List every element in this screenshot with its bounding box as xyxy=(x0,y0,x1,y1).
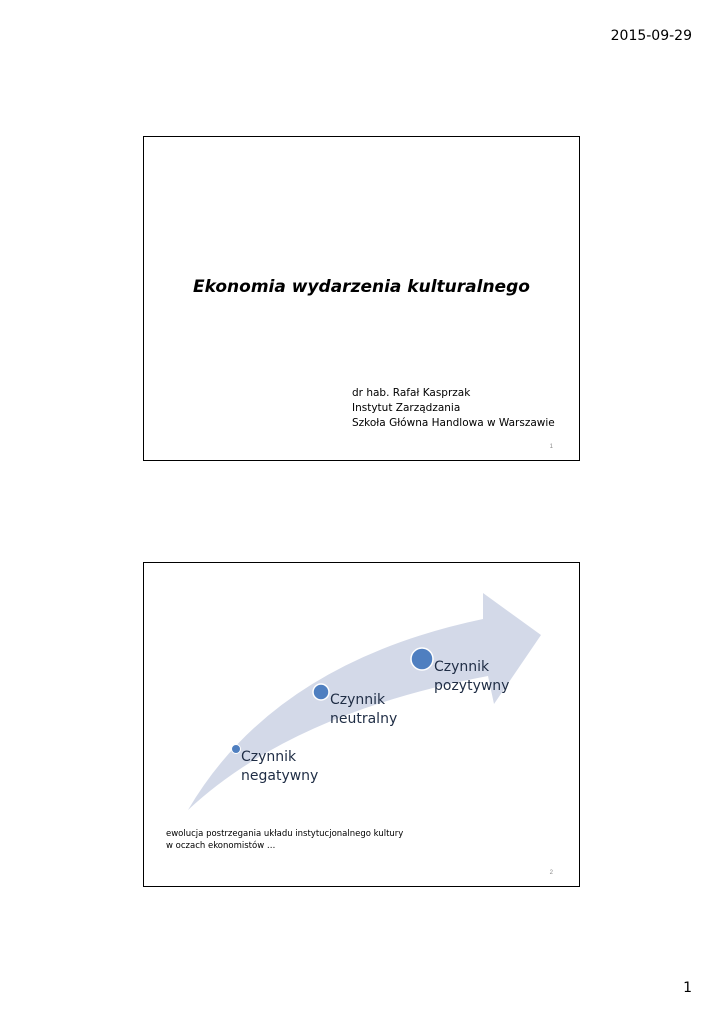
author-institute: Instytut Zarządzania xyxy=(352,402,461,414)
factor-label-line: Czynnik xyxy=(434,659,490,675)
slide-caption xyxy=(166,828,403,852)
factor-label-line: pozytywny xyxy=(434,678,510,694)
slide-number: 2 xyxy=(549,870,553,876)
page-date: 2015-09-29 xyxy=(610,28,692,44)
slide-2 xyxy=(143,562,580,887)
neutral-factor-dot xyxy=(313,684,329,700)
factor-label-neutral xyxy=(330,691,397,729)
positive-factor-dot xyxy=(411,648,433,670)
factor-label-line: Czynnik xyxy=(330,692,386,708)
caption-line: ewolucja postrzegania układu instytucjonalnego kultury xyxy=(166,829,404,839)
author-university: Szkoła Główna Handlowa w Warszawie xyxy=(352,417,555,429)
factor-label-line: negatywny xyxy=(241,768,319,784)
slide-title: Ekonomia wydarzenia kulturalnego xyxy=(193,277,530,297)
factor-label-line: neutralny xyxy=(330,711,398,727)
page-number: 1 xyxy=(683,980,692,996)
author-name: dr hab. Rafał Kasprzak xyxy=(352,387,471,399)
author-block xyxy=(352,386,555,431)
factor-label-line: Czynnik xyxy=(241,749,297,765)
slide-number: 1 xyxy=(549,444,553,450)
factor-label-positive xyxy=(434,658,509,696)
negative-factor-dot xyxy=(232,745,241,754)
slide-1 xyxy=(143,136,580,461)
factor-label-negative xyxy=(241,748,318,786)
caption-line: w oczach ekonomistów … xyxy=(166,841,276,851)
